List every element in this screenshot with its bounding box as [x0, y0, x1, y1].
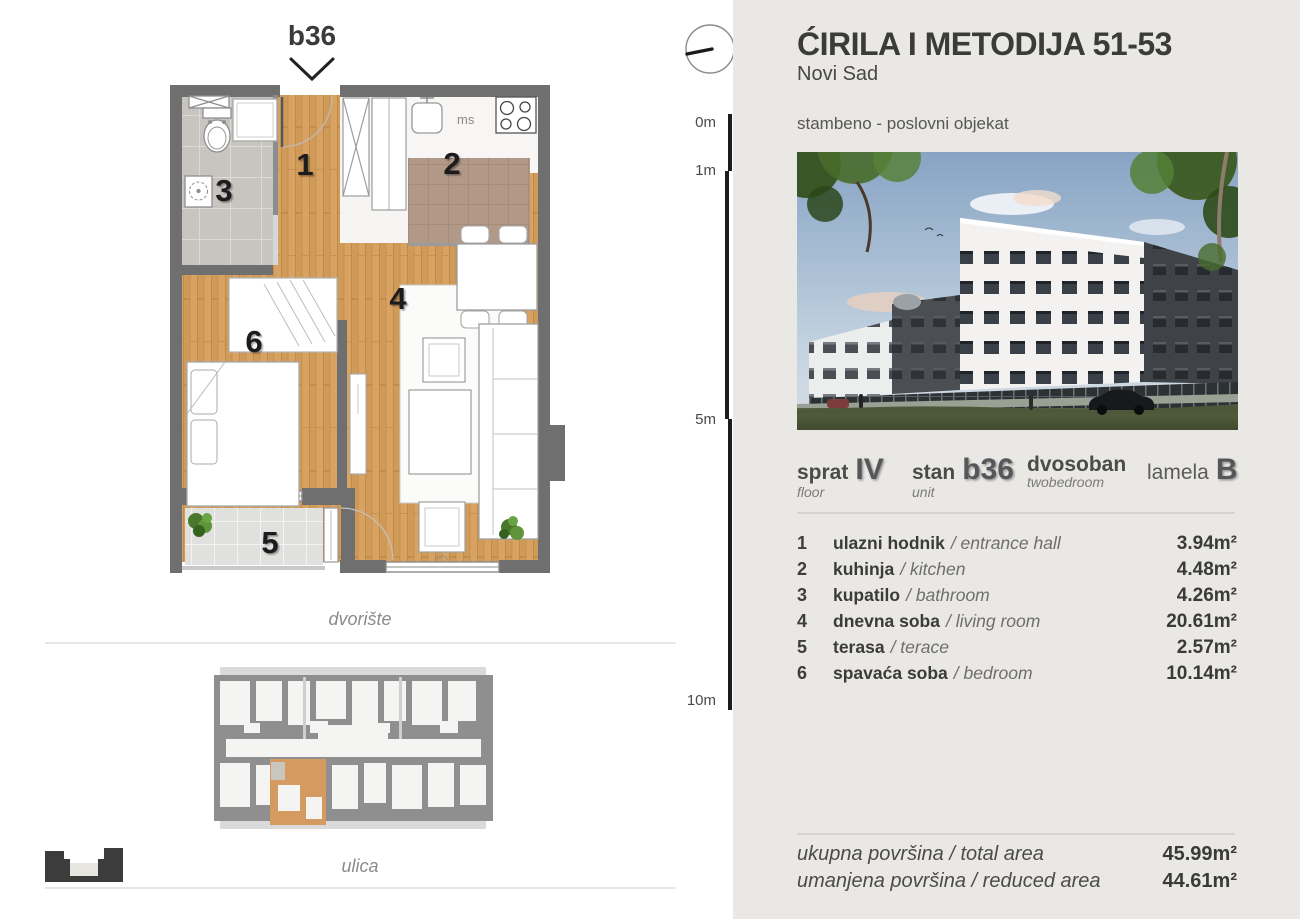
floor-value: IV: [855, 453, 884, 486]
room-name-en: / kitchen: [900, 559, 966, 579]
reduced-area-row: [797, 870, 1237, 897]
type-sublabel: twobedroom: [1027, 474, 1105, 490]
room-label-3: 3: [215, 173, 233, 208]
floor-sublabel: floor: [797, 484, 825, 500]
divider-line: [45, 887, 676, 889]
total-area-value: 45.99m²: [1162, 843, 1237, 865]
kitchen-ms-label: ms: [457, 112, 475, 127]
room-name: ulazni hodnik: [833, 533, 945, 553]
reduced-area-label: umanjena površina / reduced area: [797, 870, 1101, 892]
chevron-down-icon: [288, 56, 336, 84]
room-name-en: / living room: [945, 611, 1041, 631]
reduced-area-value: 44.61m²: [1162, 870, 1237, 892]
floor-label: sprat: [797, 461, 849, 484]
unit-info-row: [797, 453, 1240, 505]
room-area: 10.14m²: [1166, 663, 1237, 684]
room-area: 4.48m²: [1176, 559, 1237, 580]
room-name-en: / entrance hall: [950, 533, 1061, 553]
lamela-label: lamela: [1147, 461, 1209, 484]
room-row: [797, 559, 1237, 585]
courtyard-label: dvorište: [328, 609, 392, 629]
room-label-1: 1: [296, 147, 314, 182]
site-plan: [214, 667, 493, 829]
room-row: [797, 585, 1237, 611]
room-name: dnevna soba: [833, 611, 940, 631]
room-row: [797, 663, 1237, 689]
building-type: stambeno - poslovni objekat: [797, 114, 1009, 133]
room-name: terasa: [833, 637, 885, 657]
room-row: [797, 611, 1237, 637]
room-area: 3.94m²: [1176, 533, 1237, 554]
room-name: spavaća soba: [833, 663, 948, 683]
room-area: 2.57m²: [1176, 637, 1237, 658]
room-area: 20.61m²: [1166, 611, 1237, 632]
unit-value: b36: [962, 453, 1014, 486]
totals-section: [797, 843, 1237, 897]
room-number: 4: [797, 611, 808, 631]
room-list: [797, 533, 1237, 689]
type-value: dvosoban: [1027, 453, 1127, 476]
compass-icon: [683, 22, 737, 76]
room-number: 6: [797, 663, 808, 683]
room-number: 1: [797, 533, 808, 553]
room-area: 4.26m²: [1176, 585, 1237, 606]
room-number: 5: [797, 637, 808, 657]
divider-line: [797, 512, 1235, 514]
info-panel: [733, 0, 1300, 919]
scale-bar-segment: [728, 114, 732, 171]
scale-bar-segment: [725, 171, 729, 419]
total-area-label: ukupna površina / total area: [797, 843, 1044, 865]
room-number: 3: [797, 585, 808, 605]
room-row: [797, 533, 1237, 559]
divider-line: [45, 642, 676, 644]
city-subtitle: Novi Sad: [797, 63, 879, 85]
scale-bar-segment: [728, 419, 732, 710]
lamela-value: B: [1215, 453, 1238, 486]
unit-info: [912, 453, 1014, 500]
room-label-2: 2: [443, 146, 461, 181]
scale-label-0m: 0m: [695, 114, 716, 131]
building-photo: [797, 152, 1238, 430]
total-area-row: [797, 843, 1237, 870]
type-info: [1027, 453, 1126, 490]
unit-label: stan: [912, 461, 956, 484]
floor-info: [797, 453, 884, 500]
scale-label-10m: 10m: [686, 692, 716, 709]
room-name-en: / bedroom: [953, 663, 1033, 683]
room-label-4: 4: [389, 281, 407, 316]
hall-wardrobe: [343, 98, 406, 210]
divider-line: [797, 833, 1235, 835]
scale-label-1m: 1m: [695, 162, 716, 179]
unit-sublabel: unit: [912, 484, 935, 500]
scale-label-5m: 5m: [695, 411, 716, 428]
floor-plan: [169, 84, 565, 576]
lamela-info: [1147, 453, 1238, 487]
room-row: [797, 637, 1237, 663]
unit-callout-label: b36: [287, 20, 337, 51]
room-name: kupatilo: [833, 585, 901, 605]
room-label-6: 6: [245, 324, 263, 359]
terrace-edge: [182, 566, 325, 570]
room-name-en: / bathroom: [906, 585, 990, 605]
room-name-en: / terace: [890, 637, 949, 657]
room-number: 2: [797, 559, 808, 579]
room-label-5: 5: [261, 525, 279, 560]
bathroom-sliding-door: [273, 215, 278, 265]
site-plan-highlighted-unit: [270, 759, 326, 825]
room-name: kuhinja: [833, 559, 895, 579]
page-title: ĆIRILA I METODIJA 51-53: [797, 26, 1172, 62]
street-label: ulica: [341, 856, 379, 876]
